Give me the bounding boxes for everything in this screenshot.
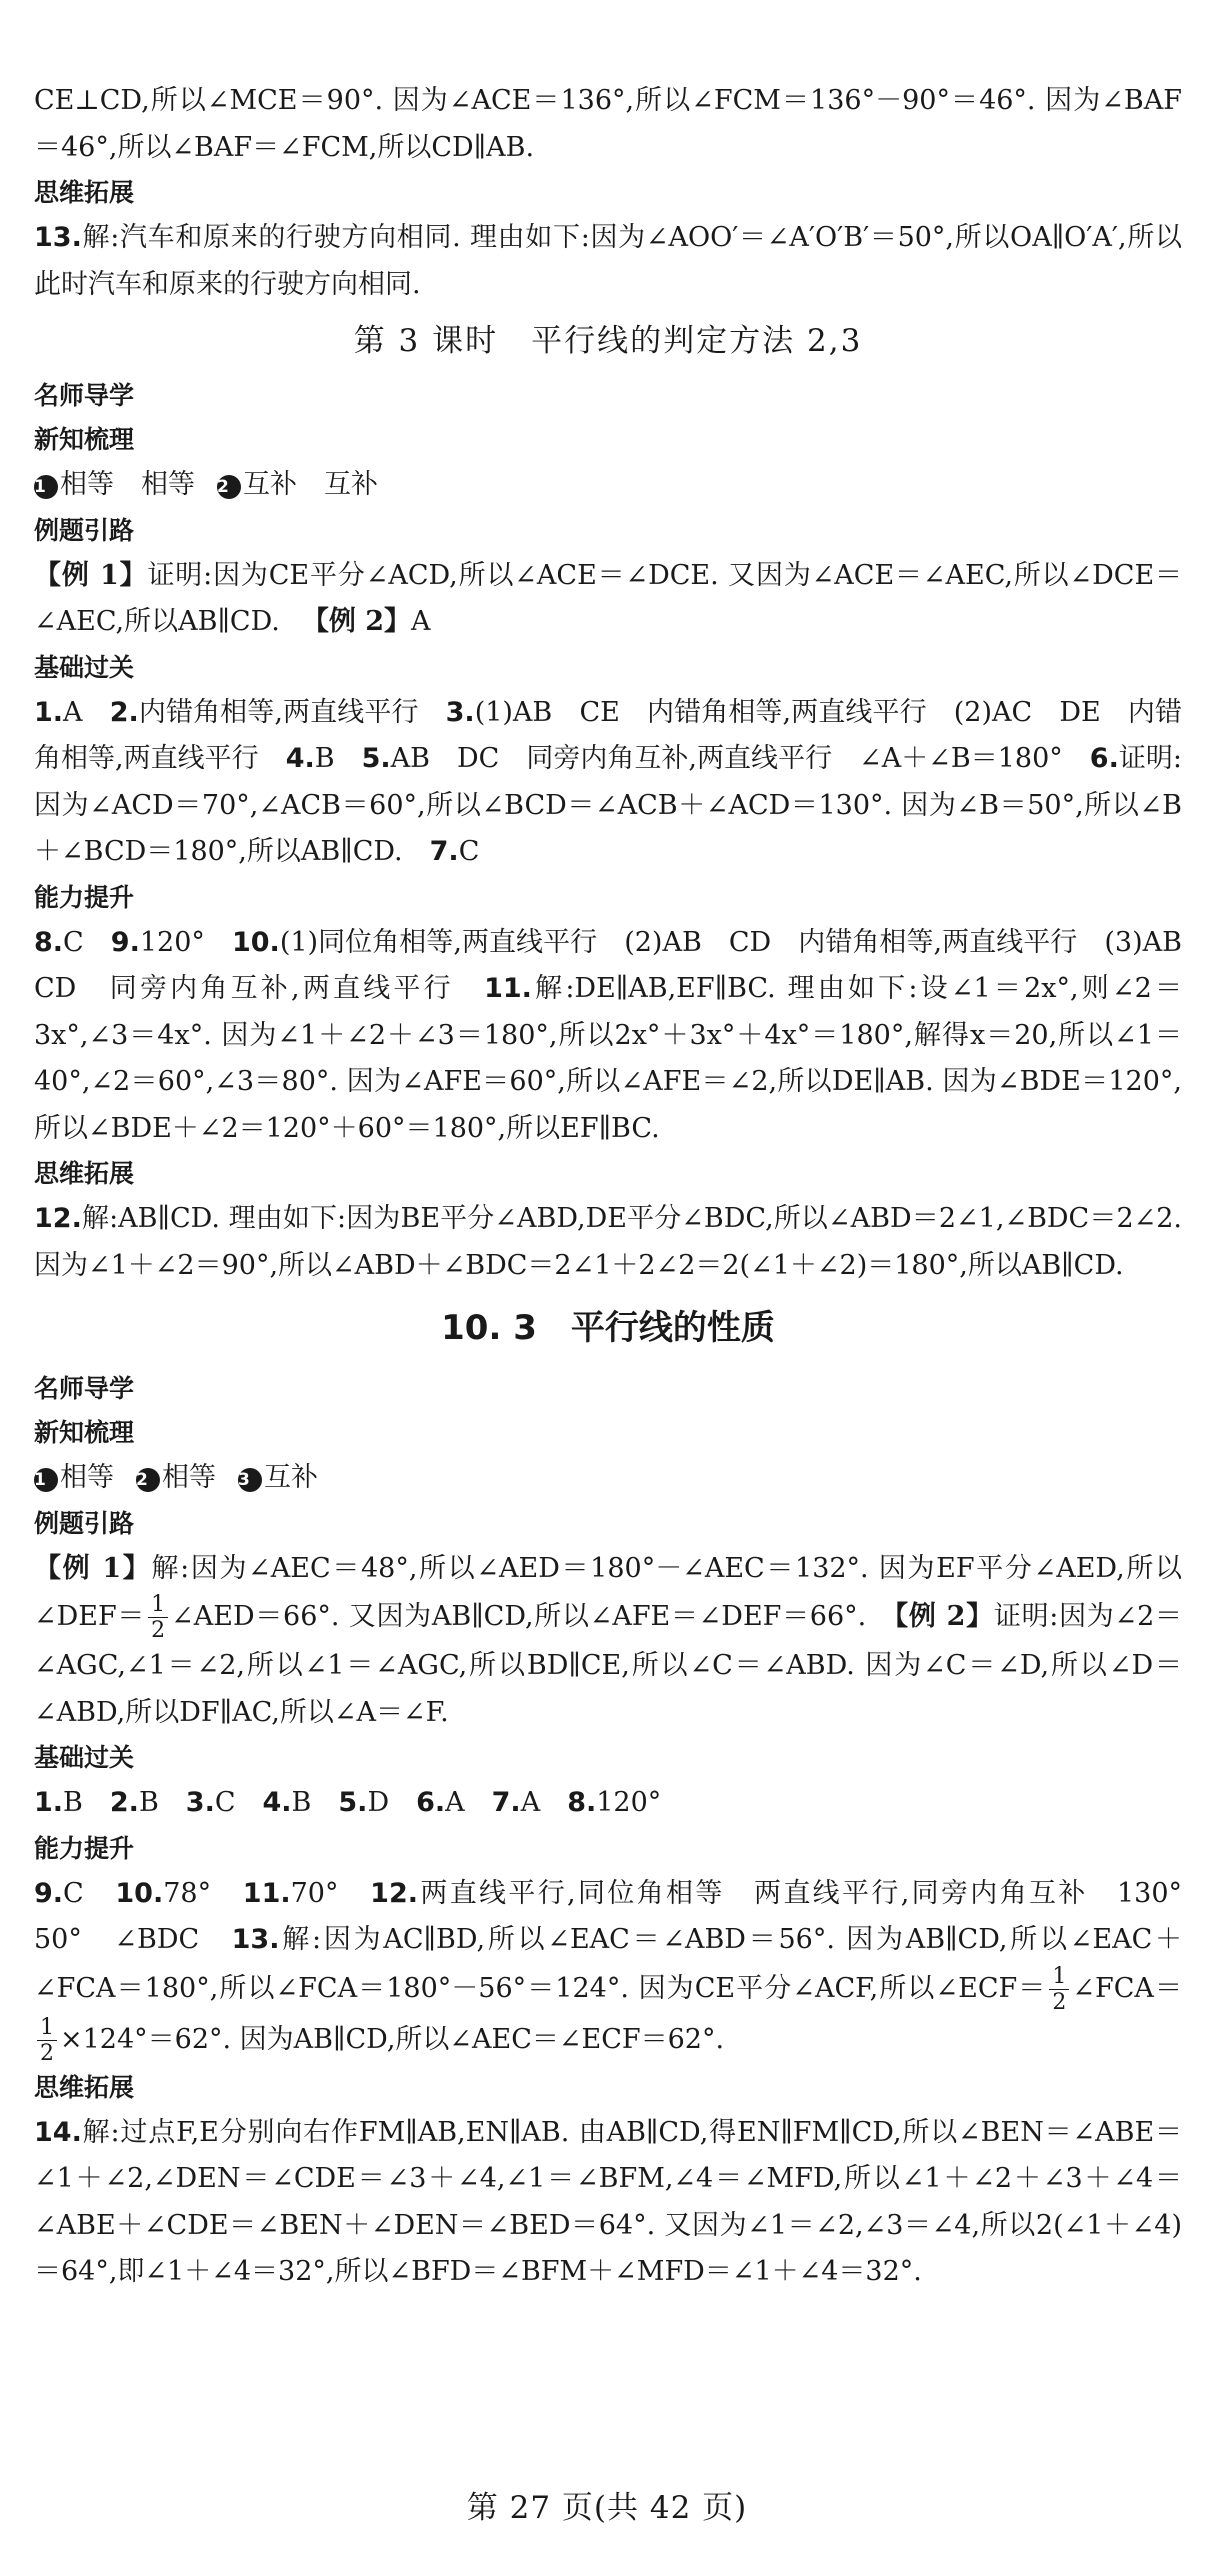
question-number: 14. xyxy=(34,2116,82,2148)
heading-teacher-guide: 名师导学 xyxy=(34,1374,135,1403)
answer-text: A xyxy=(520,1787,568,1818)
question-number: 12. xyxy=(370,1877,419,1909)
answer-13-first xyxy=(34,215,1182,308)
heading-basic: 基础过关 xyxy=(34,1743,135,1772)
answer-text: B xyxy=(63,1787,110,1818)
question-number: 1. xyxy=(34,1787,64,1818)
answer-text: 78° xyxy=(163,1877,243,1909)
answer-item xyxy=(34,1878,115,1909)
question-number: 8. xyxy=(567,1787,597,1818)
heading-new-knowledge: 新知梳理 xyxy=(34,1418,135,1447)
knowledge-answers xyxy=(34,1455,1182,1502)
answer-item xyxy=(286,743,362,774)
answer-item xyxy=(362,743,1090,774)
example-answers xyxy=(34,1546,1182,1737)
answer-item xyxy=(430,836,480,867)
answer-text: 120° xyxy=(139,926,232,958)
question-number: 5. xyxy=(338,1787,368,1818)
question-number: 10. xyxy=(231,926,280,958)
answer-text: 解:因为AC∥BD,所以∠EAC＝∠ABD＝56°. 因为AB∥CD,所以∠EAC＋∠FCA＝180°,所以∠FCA＝180°－56°＝124°. 因为CE平分∠ACF,所以∠ECF＝ xyxy=(34,1924,1182,2004)
heading-thinking-extension: 思维拓展 xyxy=(34,1159,135,1188)
question-number: 13. xyxy=(231,1924,280,1955)
question-number: 3. xyxy=(445,696,475,728)
answer-text: B xyxy=(138,1787,186,1818)
fraction-numerator: 1 xyxy=(37,2015,57,2041)
answer-item xyxy=(492,1787,568,1818)
fraction-numerator: 1 xyxy=(1049,1964,1069,1990)
answer-item xyxy=(567,1787,661,1818)
answer-text: 解:过点F,E分别向右作FM∥AB,EN∥AB. 由AB∥CD,得EN∥FM∥CD,所以∠BEN＝∠ABE＝∠1＋∠2,∠DEN＝∠CDE＝∠3＋∠4,∠1＝∠BFM,∠4＝∠MFD,所以∠1＋∠2＋∠3＋∠4＝∠ABE＋∠CDE＝∠BEN＋∠DEN＝∠BED＝64°. 又因为∠1＝∠2,∠3＝∠4,所以2(∠1＋∠4)＝64°,即∠1＋∠4＝32°,所以∠BFD＝∠BFM＋∠MFD＝∠1＋∠4＝32°. xyxy=(34,2116,1182,2287)
question-number: 4. xyxy=(285,743,315,774)
answer-text: 相等 xyxy=(162,1462,216,1493)
answer-text: D xyxy=(367,1787,417,1818)
answer-item xyxy=(34,1787,110,1818)
example-label: 【例 1】 xyxy=(34,559,148,591)
question-number: 2. xyxy=(109,696,139,728)
section-title xyxy=(34,1289,1182,1367)
page-footer: 第 27 页(共 42 页) xyxy=(466,2490,748,2526)
answer-item xyxy=(243,1878,370,1909)
example-text: 证明:因为CE平分∠ACD,所以∠ACE＝∠DCE. 又因为∠ACE＝∠AEC,所以∠DCE＝∠AEC,所以AB∥CD. xyxy=(34,559,1183,637)
answer-text: 相等 相等 xyxy=(60,469,195,500)
question-number: 5. xyxy=(361,743,391,774)
example-label: 【例 1】 xyxy=(34,1552,152,1584)
answer-text: 互补 互补 xyxy=(243,469,378,500)
question-number: 7. xyxy=(491,1787,521,1818)
answer-text: C xyxy=(458,836,480,867)
example-text: 证明:因为∠2＝∠AGC,∠1＝∠2,所以∠1＝∠AGC,所以BD∥CE,所以∠C＝∠ABD. 因为∠C＝∠D,所以∠D＝∠ABD,所以DF∥AC,所以∠A＝∠F. xyxy=(34,1601,1182,1728)
fraction xyxy=(148,1592,168,1643)
answer-text: 120° xyxy=(596,1787,662,1818)
answer-text: A xyxy=(63,696,110,728)
fraction xyxy=(37,2015,57,2066)
answer-text: 证明:因为∠ACD＝70°,∠ACB＝60°,所以∠BCD＝∠ACB＋∠ACD＝130°. 因为∠B＝50°,所以∠B＋∠BCD＝180°,所以AB∥CD. xyxy=(34,743,1182,867)
lesson-title: 第 3 课时 平行线的判定方法 2,3 xyxy=(353,323,863,359)
circled-number: 1 xyxy=(34,475,58,499)
answer-text: 解:AB∥CD. 理由如下:因为BE平分∠ABD,DE平分∠BDC,所以∠ABD＝2∠1,∠BDC＝2∠2. 因为∠1＋∠2＝90°,所以∠ABD＋∠BDC＝2∠1＋2∠2＝2(∠1＋∠2)＝180°,所以AB∥CD. xyxy=(34,1203,1182,1281)
question-number: 11. xyxy=(242,1877,291,1909)
answer-item xyxy=(111,927,232,958)
answer-text: C xyxy=(63,1877,116,1909)
question-number: 1. xyxy=(34,696,64,728)
question-number: 9. xyxy=(34,1877,64,1909)
question-number: 6. xyxy=(1089,743,1119,774)
answer-14 xyxy=(34,2110,1182,2296)
example-text: A xyxy=(411,606,431,637)
heading-ability: 能力提升 xyxy=(34,882,135,912)
ability-answers xyxy=(34,920,1209,1153)
question-number: 6. xyxy=(416,1787,446,1818)
answer-item xyxy=(338,1787,416,1818)
answer-text: AB DC 同旁内角互补,两直线平行 ∠A＋∠B＝180° xyxy=(390,743,1090,774)
question-number: 8. xyxy=(34,926,64,958)
circled-number: 1 xyxy=(34,1468,58,1492)
answer-text: 解:DE∥AB,EF∥BC. 理由如下:设∠1＝2x°,则∠2＝3x°,∠3＝4x°. 因为∠1＋∠2＋∠3＝180°,所以2x°＋3x°＋4x°＝180°,解得x＝20,所以∠1＝40°,∠2＝60°,∠3＝80°. 因为∠AFE＝60°,所以∠AFE＝∠2,所以DE∥AB. 因为∠BDE＝120°,所以∠BDE＋∠2＝120°＋60°＝180°,所以EF∥BC. xyxy=(34,973,1183,1144)
example-label: 【例 2】 xyxy=(301,606,412,637)
section-name: 平行线的性质 xyxy=(570,1308,775,1348)
answer-text: (1)AB CE 内错角相等,两直线平行 (2)AC DE 内错角相等,两直线平行 xyxy=(34,696,1183,774)
answer-text: ∠FCA＝ xyxy=(1072,1972,1182,2004)
knowledge-answers xyxy=(34,462,1182,509)
answer-text: 内错角相等,两直线平行 xyxy=(138,696,446,728)
answer-item xyxy=(186,1787,263,1818)
question-number: 2. xyxy=(109,1787,139,1818)
ability-answers xyxy=(34,1871,1210,2066)
question-number: 13. xyxy=(34,222,82,253)
answer-item xyxy=(110,697,446,728)
fraction xyxy=(1049,1964,1069,2015)
heading-thinking-extension: 思维拓展 xyxy=(34,178,135,207)
basic-answers xyxy=(34,690,1182,876)
answer-text: B xyxy=(314,743,362,774)
fraction-denominator: 2 xyxy=(40,2040,54,2066)
question-number: 3. xyxy=(185,1787,215,1818)
question-number: 12. xyxy=(34,1203,82,1234)
section-number: 10. 3 xyxy=(441,1308,537,1348)
heading-basic: 基础过关 xyxy=(34,652,135,682)
answer-text: B xyxy=(291,1787,339,1818)
answer-item xyxy=(263,1787,339,1818)
question-number: 4. xyxy=(262,1787,292,1818)
example-text: 解:因为∠AEC＝48°,所以∠AED＝180°－∠AEC＝132°. 因为EF平分∠AED,所以∠DEF＝ xyxy=(34,1552,1182,1632)
heading-examples: 例题引路 xyxy=(34,1508,135,1538)
question-number: 9. xyxy=(110,926,140,958)
question-number: 11. xyxy=(484,973,532,1004)
answer-text: 相等 xyxy=(60,1462,114,1493)
fraction-numerator: 1 xyxy=(148,1592,168,1618)
answer-text: ×124°＝62°. 因为AB∥CD,所以∠AEC＝∠ECF＝62°. xyxy=(60,2023,725,2055)
heading-examples: 例题引路 xyxy=(34,515,135,545)
page-content xyxy=(34,78,1210,2296)
circled-number: 2 xyxy=(136,1468,160,1492)
answer-12 xyxy=(34,1196,1182,1289)
answer-text: A xyxy=(445,1787,492,1818)
answer-text: 70° xyxy=(290,1877,371,1909)
question-number: 7. xyxy=(429,836,459,867)
answer-text: 解:汽车和原来的行驶方向相同. 理由如下:因为∠AOO′＝∠A′O′B′＝50°,所以OA∥O′A′,所以此时汽车和原来的行驶方向相同. xyxy=(34,222,1182,300)
answer-item xyxy=(110,1787,186,1818)
example-label: 【例 2】 xyxy=(894,1601,994,1632)
heading-new-knowledge: 新知梳理 xyxy=(34,425,135,454)
question-number: 10. xyxy=(115,1877,164,1909)
heading-thinking-extension: 思维拓展 xyxy=(34,2072,135,2102)
answer-item xyxy=(34,927,111,958)
heading-teacher-guide: 名师导学 xyxy=(34,381,135,410)
fraction-denominator: 2 xyxy=(1052,1989,1067,2015)
answer-text: (1)同位角相等,两直线平行 (2)AB CD 内错角相等,两直线平行 (3)AB CD 同旁内角互补,两直线平行 xyxy=(34,926,1209,1004)
circled-number: 2 xyxy=(217,475,241,499)
answer-item xyxy=(416,1787,492,1818)
example-text: ∠AED＝66°. 又因为AB∥CD,所以∠AFE＝∠DEF＝66°. xyxy=(171,1601,895,1632)
fraction-denominator: 2 xyxy=(151,1618,166,1643)
answer-text: C xyxy=(214,1787,263,1818)
answer-text: C xyxy=(63,926,111,958)
example-answers xyxy=(34,553,1182,646)
answer-item xyxy=(115,1878,242,1909)
paragraph-continuation: CE⊥CD,所以∠MCE＝90°. 因为∠ACE＝136°,所以∠FCM＝136°－90°＝46°. 因为∠BAF＝46°,所以∠BAF＝∠FCM,所以CD∥AB. xyxy=(34,85,1182,163)
basic-answers xyxy=(34,1780,1182,1827)
answer-text: 两直线平行,同位角相等 两直线平行,同旁内角互补 130° 50° ∠BDC xyxy=(34,1877,1210,1955)
answer-text: 互补 xyxy=(264,1462,318,1493)
answer-item xyxy=(34,697,110,728)
heading-ability: 能力提升 xyxy=(34,1833,135,1863)
circled-number: 3 xyxy=(238,1468,262,1492)
